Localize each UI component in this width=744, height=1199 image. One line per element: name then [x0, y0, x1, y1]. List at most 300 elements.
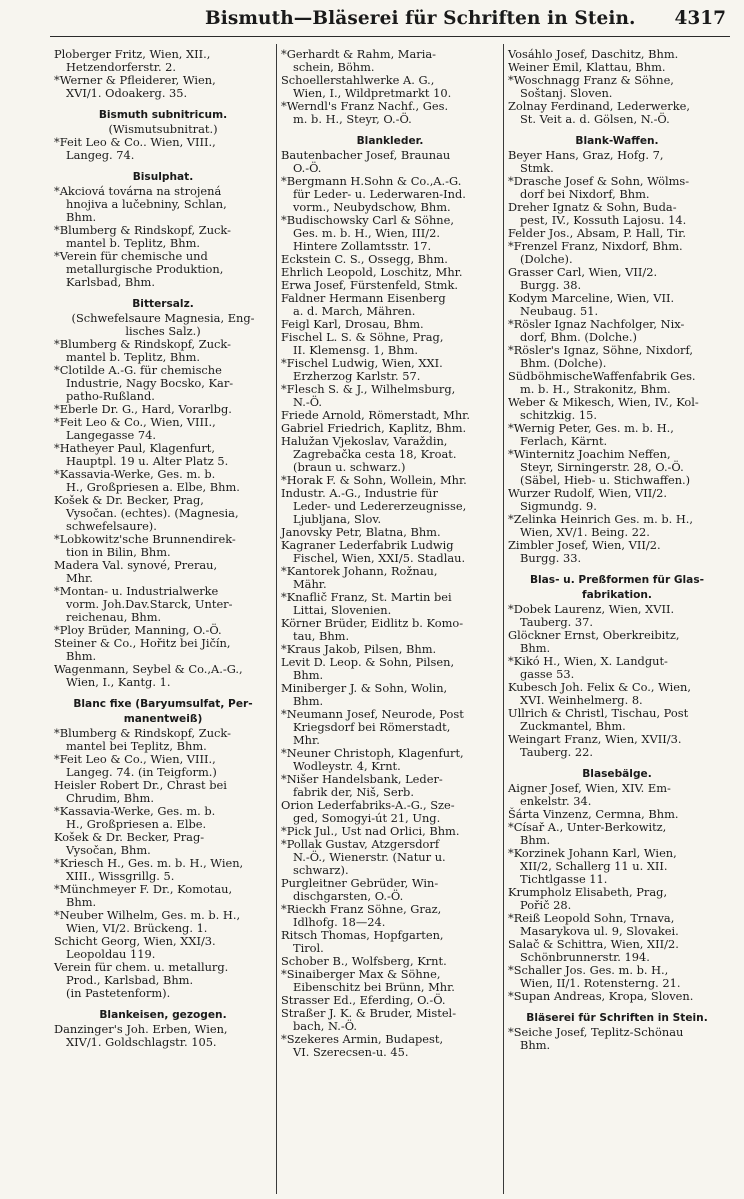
- directory-entry: [508, 201, 726, 227]
- directory-entry: [508, 240, 726, 266]
- entry-line: Mähr.: [293, 577, 327, 591]
- entry-line: N.-Ö.: [293, 395, 322, 409]
- directory-entry: [54, 136, 272, 162]
- entry-line: *Frenzel Franz, Nixdorf, Bhm.: [508, 239, 683, 253]
- entry-line: Karlsbad, Bhm.: [66, 275, 155, 289]
- entry-line: Wien, VI/2. Brückeng. 1.: [66, 921, 208, 935]
- entry-line: hnojiva a lučebniny, Schlan,: [66, 197, 227, 211]
- directory-entry: [281, 877, 499, 903]
- entry-line: patho-Rußland.: [66, 389, 155, 403]
- directory-entry: [508, 821, 726, 847]
- directory-entry: [508, 733, 726, 759]
- entry-line: Hintere Zollamtsstr. 17.: [293, 239, 432, 253]
- entry-line: Ritsch Thomas, Hopfgarten,: [281, 928, 444, 942]
- entry-line: *Verein für chemische und: [54, 249, 208, 263]
- entry-line: *Flesch S. & J., Wilhelmsburg,: [281, 382, 456, 396]
- entry-line: XIII., Wissgrillg. 5.: [66, 869, 175, 883]
- directory-entry: [54, 805, 272, 831]
- entry-line: *Knaflič Franz, St. Martin bei: [281, 590, 452, 604]
- entry-line: Šárta Vinzenz, Cermna, Bhm.: [508, 807, 679, 821]
- entry-line: Tichtlgasse 11.: [520, 872, 608, 886]
- entry-line: Chrudim, Bhm.: [66, 791, 154, 805]
- directory-entry: [508, 681, 726, 707]
- entry-line: *Kantorek Johann, Rožnau,: [281, 564, 438, 578]
- entry-line: VI. Szerecsen-u. 45.: [293, 1045, 409, 1059]
- directory-entry: [508, 100, 726, 126]
- entry-line: Wodleystr. 4, Krnt.: [293, 759, 401, 773]
- entry-line: *Woschnagg Franz & Söhne,: [508, 73, 674, 87]
- entry-line: Körner Brüder, Eidlitz b. Komo-: [281, 616, 464, 630]
- directory-entry: [281, 617, 499, 643]
- entry-line: ged, Somogyi-út 21, Ung.: [293, 811, 441, 825]
- entry-line: *Pollak Gustav, Atzgersdorf: [281, 837, 440, 851]
- entry-line: Bautenbacher Josef, Braunau: [281, 148, 451, 162]
- directory-entry: [508, 938, 726, 964]
- entry-line: Zimbler Josef, Wien, VII/2.: [508, 538, 661, 552]
- entry-line: Industr. A.-G., Industrie für: [281, 486, 438, 500]
- entry-line: *Neuner Christoph, Klagenfurt,: [281, 746, 464, 760]
- entry-line: Weiner Emil, Klattau, Bhm.: [508, 60, 666, 74]
- entry-line: mantel b. Teplitz, Bhm.: [66, 350, 201, 364]
- entry-line: Grasser Carl, Wien, VII/2.: [508, 265, 658, 279]
- entry-line: *Budischowsky Carl & Söhne,: [281, 213, 454, 227]
- directory-entry: [281, 435, 499, 474]
- entry-line: *Winternitz Joachim Neffen,: [508, 447, 671, 461]
- column-3: [503, 44, 730, 1194]
- directory-entry: [54, 533, 272, 559]
- entry-line: *Císař A., Unter-Berkowitz,: [508, 820, 667, 834]
- directory-entry: [54, 48, 272, 74]
- directory-entry: [281, 565, 499, 591]
- directory-entry: [54, 364, 272, 403]
- entry-line: m. b. H., Strakonitz, Bhm.: [520, 382, 671, 396]
- entry-line: Kagraner Lederfabrik Ludwig: [281, 538, 454, 552]
- entry-line: vorm. Joh.Dav.Starck, Unter-: [66, 597, 233, 611]
- entry-line: *Zelinka Heinrich Ges. m. b. H.,: [508, 512, 694, 526]
- entry-line: *Blumberg & Rindskopf, Zuck-: [54, 726, 231, 740]
- directory-entry: [281, 357, 499, 383]
- directory-entry: [54, 468, 272, 494]
- section-heading: [508, 767, 726, 781]
- directory-entry: [508, 266, 726, 292]
- directory-entry: [508, 318, 726, 344]
- directory-entry: [281, 100, 499, 126]
- column-1: [50, 44, 276, 1194]
- entry-line: Kubesch Joh. Felix & Co., Wien,: [508, 680, 692, 694]
- entry-line: Halužan Vjekoslav, Varaždin,: [281, 434, 448, 448]
- entry-line: Dreher Ignatz & Sohn, Buda-: [508, 200, 677, 214]
- entry-line: Levit D. Leop. & Sohn, Pilsen,: [281, 655, 455, 669]
- entry-line: tau, Bhm.: [293, 629, 350, 643]
- entry-line: enkelstr. 34.: [520, 794, 592, 808]
- directory-entry: [281, 1033, 499, 1059]
- directory-entry: [508, 990, 726, 1003]
- entry-line: XVI/1. Odoakerg. 35.: [66, 86, 188, 100]
- entry-line: XII/2, Schallerg 11 u. XII.: [520, 859, 668, 873]
- entry-line: Verein für chem. u. metallurg.: [54, 960, 229, 974]
- directory-entry: [54, 831, 272, 857]
- entry-line: Kriegsdorf bei Römerstadt,: [293, 720, 451, 734]
- entry-line: *Supan Andreas, Kropa, Sloven.: [508, 989, 694, 1003]
- entry-line: Salač & Schittra, Wien, XII/2.: [508, 937, 679, 951]
- section-heading: [54, 297, 272, 311]
- entry-line: schwarz).: [293, 863, 349, 877]
- entry-line: II. Klemensg. 1, Bhm.: [293, 343, 419, 357]
- directory-entry: [508, 629, 726, 655]
- entry-line: Bhm.: [66, 649, 97, 663]
- heading-line: Bismuth subnitricum.: [98, 109, 228, 121]
- entry-line: *Seiche Josef, Teplitz-Schönau: [508, 1025, 684, 1039]
- directory-entry: [281, 331, 499, 357]
- directory-entry: [508, 1026, 726, 1052]
- entry-line: Ges. m. b. H., Wien, III/2.: [293, 226, 440, 240]
- entry-line: Schoellerstahlwerke A. G.,: [281, 73, 435, 87]
- entry-line: Schönbrunnerstr. 194.: [520, 950, 650, 964]
- directory-entry: [54, 883, 272, 909]
- entry-line: Madera Val. synové, Prerau,: [54, 558, 218, 572]
- entry-line: Leopoldau 119.: [66, 947, 156, 961]
- entry-line: *Dobek Laurenz, Wien, XVII.: [508, 602, 675, 616]
- heading-line: Blankleder.: [356, 135, 424, 147]
- entry-line: Kodym Marceline, Wien, VII.: [508, 291, 675, 305]
- entry-line: *Neumann Josef, Neurode, Post: [281, 707, 464, 721]
- entry-line: m. b. H., Steyr, O.-Ö.: [293, 112, 412, 126]
- entry-line: Eckstein C. S., Ossegg, Bhm.: [281, 252, 448, 266]
- heading-line: Blankeisen, gezogen.: [99, 1009, 227, 1021]
- entry-line: Hetzendorferstr. 2.: [66, 60, 177, 74]
- directory-entry: [281, 708, 499, 747]
- entry-line: Ullrich & Christl, Tischau, Post: [508, 706, 689, 720]
- entry-line: Neubaug. 51.: [520, 304, 599, 318]
- directory-entry: [508, 292, 726, 318]
- entry-line: Littai, Slovenien.: [293, 603, 392, 617]
- entry-line: Sigmundg. 9.: [520, 499, 597, 513]
- entry-line: Langeg. 74. (in Teigform.): [66, 765, 217, 779]
- directory-entry: [54, 338, 272, 364]
- heading-line: Blas- u. Preßformen für Glas-: [529, 574, 705, 586]
- directory-entry: [508, 370, 726, 396]
- directory-entry: [281, 175, 499, 214]
- note-line: (Schwefelsaure Magnesia, Eng-: [71, 311, 255, 325]
- entry-line: Wien, XV/1. Being. 22.: [520, 525, 650, 539]
- entry-line: *Feit Leo & Co., Wien, VIII.,: [54, 752, 216, 766]
- entry-line: Faldner Hermann Eisenberg: [281, 291, 446, 305]
- entry-line: Bhm. (Dolche).: [520, 356, 607, 370]
- heading-line: manentweiß): [123, 713, 203, 725]
- section-heading: [508, 1011, 726, 1025]
- entry-line: *Blumberg & Rindskopf, Zuck-: [54, 223, 231, 237]
- entry-line: Hauptpl. 19 u. Alter Platz 5.: [66, 454, 229, 468]
- entry-line: Prod., Karlsbad, Bhm.: [66, 973, 194, 987]
- entry-line: Langeg. 74.: [66, 148, 135, 162]
- entry-line: Krumpholz Elisabeth, Prag,: [508, 885, 668, 899]
- directory-entry: [508, 344, 726, 370]
- directory-entry: [281, 656, 499, 682]
- directory-entry: [508, 74, 726, 100]
- directory-entry: [281, 838, 499, 877]
- heading-line: Bittersalz.: [132, 298, 194, 310]
- entry-line: Vosáhlo Josef, Daschitz, Bhm.: [508, 47, 679, 61]
- entry-line: mantel b. Teplitz, Bhm.: [66, 236, 201, 250]
- entry-line: Purgleitner Gebrüder, Win-: [281, 876, 439, 890]
- entry-line: H., Großpriesen a. Elbe.: [66, 817, 207, 831]
- entry-line: *Fischel Ludwig, Wien, XXI.: [281, 356, 443, 370]
- directory-entry: [281, 74, 499, 100]
- entry-line: *Eberle Dr. G., Hard, Vorarlbg.: [54, 402, 232, 416]
- entry-line: N.-Ö., Wienerstr. (Natur u.: [293, 850, 446, 864]
- entry-line: Wien, I., Wildpretmarkt 10.: [293, 86, 452, 100]
- entry-line: Stmk.: [520, 161, 554, 175]
- heading-line: Blank-Waffen.: [575, 135, 659, 147]
- entry-line: Idlhofg. 18—24.: [293, 915, 386, 929]
- entry-line: Miniberger J. & Sohn, Wolin,: [281, 681, 448, 695]
- page-header: [50, 0, 730, 44]
- directory-entry: [54, 779, 272, 805]
- entry-line: Soštanj. Sloven.: [520, 86, 613, 100]
- entry-line: *Feit Leo & Co., Wien, VIII.,: [54, 415, 216, 429]
- entry-line: Ploberger Fritz, Wien, XII.,: [54, 47, 211, 61]
- entry-line: Orion Lederfabriks-A.-G., Sze-: [281, 798, 455, 812]
- entry-line: *Blumberg & Rindskopf, Zuck-: [54, 337, 231, 351]
- entry-line: Steyr, Sirningerstr. 28, O.-Ö.: [520, 460, 684, 474]
- entry-line: *Münchmeyer F. Dr., Komotau,: [54, 882, 233, 896]
- entry-line: *Rösler Ignaz Nachfolger, Nix-: [508, 317, 685, 331]
- directory-entry: [281, 48, 499, 74]
- entry-line: Tirol.: [293, 941, 324, 955]
- entry-line: (Säbel, Hieb- u. Stichwaffen.): [520, 473, 691, 487]
- entry-line: Fischel L. S. & Söhne, Prag,: [281, 330, 444, 344]
- directory-entry: [508, 448, 726, 487]
- entry-line: *Reiß Leopold Sohn, Trnava,: [508, 911, 675, 925]
- directory-entry: [54, 909, 272, 935]
- section-heading: [508, 134, 726, 148]
- entry-line: Mhr.: [66, 571, 93, 585]
- entry-line: *Gerhardt & Rahm, Maria-: [281, 47, 436, 61]
- entry-line: pest, IV., Kossuth Lajosu. 14.: [520, 213, 687, 227]
- entry-line: *Clotilde A.-G. für chemische: [54, 363, 222, 377]
- entry-line: mantel bei Teplitz, Bhm.: [66, 739, 207, 753]
- entry-line: Burgg. 33.: [520, 551, 582, 565]
- directory-entry: [54, 416, 272, 442]
- section-heading: [54, 108, 272, 122]
- directory-entry: [281, 682, 499, 708]
- directory-entry: [54, 442, 272, 468]
- entry-line: Weber & Mikesch, Wien, IV., Kol-: [508, 395, 699, 409]
- entry-line: Bhm.: [293, 668, 324, 682]
- directory-entry: [54, 559, 272, 585]
- directory-entry: [54, 74, 272, 100]
- running-title: Bismuth—Bläserei für Schriften in Stein.: [205, 8, 636, 29]
- directory-entry: [508, 422, 726, 448]
- header-rule: [50, 36, 730, 37]
- entry-line: (Dolche).: [520, 252, 573, 266]
- entry-line: Beyer Hans, Graz, Hofg. 7,: [508, 148, 664, 162]
- entry-line: Bhm.: [293, 694, 324, 708]
- entry-line: *Sinaiberger Max & Söhne,: [281, 967, 441, 981]
- entry-line: (braun u. schwarz.): [293, 460, 406, 474]
- entry-line: dischgarsten, O.-Ö.: [293, 889, 404, 903]
- entry-line: Danzinger's Joh. Erben, Wien,: [54, 1022, 228, 1036]
- entry-line: Košek & Dr. Becker, Prag-: [54, 830, 205, 844]
- directory-entry: [54, 250, 272, 289]
- section-heading: [281, 134, 499, 148]
- directory-entry: [281, 747, 499, 773]
- entry-line: *Horak F. & Sohn, Wollein, Mhr.: [281, 473, 467, 487]
- entry-line: Schicht Georg, Wien, XXI/3.: [54, 934, 216, 948]
- entry-line: Ferlach, Kärnt.: [520, 434, 608, 448]
- directory-entry: [281, 1007, 499, 1033]
- entry-line: fabrik der, Niš, Serb.: [293, 785, 414, 799]
- entry-line: Bhm.: [520, 1038, 551, 1052]
- directory-entry: [508, 912, 726, 938]
- directory-entry: [281, 591, 499, 617]
- entry-line: Burgg. 38.: [520, 278, 582, 292]
- entry-line: Glöckner Ernst, Oberkreibitz,: [508, 628, 680, 642]
- directory-entry: [508, 847, 726, 886]
- entry-line: *Schaller Jos. Ges. m. b. H.,: [508, 963, 669, 977]
- entry-line: Pořič 28.: [520, 898, 572, 912]
- directory-entry: [508, 539, 726, 565]
- entry-line: Schober B., Wolfsberg, Krnt.: [281, 954, 447, 968]
- entry-line: Tauberg. 22.: [520, 745, 593, 759]
- columns: [50, 44, 730, 1194]
- directory-entry: [281, 539, 499, 565]
- directory-entry: [281, 149, 499, 175]
- entry-line: Zuckmantel, Bhm.: [520, 719, 626, 733]
- entry-line: Industrie, Nagy Bocsko, Kar-: [66, 376, 234, 390]
- directory-entry: [54, 585, 272, 624]
- directory-entry: [508, 603, 726, 629]
- entry-line: schein, Böhm.: [293, 60, 375, 74]
- entry-line: Erzherzog Karlstr. 57.: [293, 369, 421, 383]
- directory-entry: [54, 663, 272, 689]
- entry-line: *Neuber Wilhelm, Ges. m. b. H.,: [54, 908, 241, 922]
- entry-line: *Kriesch H., Ges. m. b. H., Wien,: [54, 856, 244, 870]
- entry-line: schwefelsaure).: [66, 519, 157, 533]
- directory-entry: [54, 857, 272, 883]
- entry-line: Mhr.: [293, 733, 320, 747]
- entry-line: *Akciová továrna na strojená: [54, 184, 222, 198]
- directory-entry: [281, 968, 499, 994]
- directory-entry: [54, 753, 272, 779]
- entry-line: (in Pastetenform).: [66, 986, 171, 1000]
- entry-line: St. Veit a. d. Gölsen, N.-Ö.: [520, 112, 670, 126]
- directory-entry: [508, 886, 726, 912]
- entry-line: für Leder- u. Lederwaren-Ind.: [293, 187, 466, 201]
- note-line: lisches Salz.): [125, 324, 201, 338]
- entry-line: *Ploy Brüder, Manning, O.-Ö.: [54, 623, 222, 637]
- entry-line: *Werndl's Franz Nachf., Ges.: [281, 99, 449, 113]
- entry-line: Straßer J. K. & Bruder, Mistel-: [281, 1006, 457, 1020]
- entry-line: *Lobkowitz'sche Brunnendirek-: [54, 532, 236, 546]
- entry-line: *Szekeres Armin, Budapest,: [281, 1032, 444, 1046]
- entry-line: Langegasse 74.: [66, 428, 156, 442]
- entry-line: Wien, I., Kantg. 1.: [66, 675, 171, 689]
- directory-entry: [508, 707, 726, 733]
- entry-line: Ljubljana, Slov.: [293, 512, 382, 526]
- entry-line: Wurzer Rudolf, Wien, VII/2.: [508, 486, 667, 500]
- directory-entry: [508, 396, 726, 422]
- entry-line: *Feit Leo & Co.. Wien, VIII.,: [54, 135, 216, 149]
- directory-entry: [281, 292, 499, 318]
- entry-line: Erwa Josef, Fürstenfeld, Stmk.: [281, 278, 459, 292]
- entry-line: Vysočan. (echtes). (Magnesia,: [66, 506, 239, 520]
- heading-line: Blasebälge.: [582, 768, 652, 780]
- entry-line: SüdböhmischeWaffenfabrik Ges.: [508, 369, 696, 383]
- entry-line: XIV/1. Goldschlagstr. 105.: [66, 1035, 217, 1049]
- entry-line: gasse 53.: [520, 667, 575, 681]
- directory-entry: [281, 773, 499, 799]
- directory-entry: [508, 487, 726, 513]
- entry-line: Ehrlich Leopold, Loschitz, Mhr.: [281, 265, 463, 279]
- entry-line: Leder- und Ledererzeugnisse,: [293, 499, 467, 513]
- directory-entry: [54, 224, 272, 250]
- entry-line: Zolnay Ferdinand, Lederwerke,: [508, 99, 690, 113]
- directory-entry: [508, 149, 726, 175]
- directory-entry: [54, 185, 272, 224]
- directory-entry: [54, 637, 272, 663]
- directory-entry: [508, 655, 726, 681]
- entry-line: Aigner Josef, Wien, XIV. Em-: [508, 781, 671, 795]
- directory-entry: [281, 214, 499, 253]
- column-2: [276, 44, 503, 1194]
- entry-line: bach, N.-Ö.: [293, 1019, 358, 1033]
- entry-line: O.-Ö.: [293, 161, 322, 175]
- entry-line: *Kikó H., Wien, X. Landgut-: [508, 654, 668, 668]
- directory-entry: [54, 935, 272, 961]
- heading-line: Blanc fixe (Baryumsulfat, Per-: [73, 698, 253, 710]
- entry-line: Masarykova ul. 9, Slovakei.: [520, 924, 679, 938]
- section-heading: [508, 573, 726, 602]
- directory-entry: [281, 487, 499, 526]
- entry-line: Bhm.: [520, 641, 551, 655]
- entry-line: Bhm.: [520, 833, 551, 847]
- entry-line: dorf bei Nixdorf, Bhm.: [520, 187, 650, 201]
- entry-line: Tauberg. 37.: [520, 615, 593, 629]
- directory-entry: [281, 903, 499, 929]
- entry-line: Steiner & Co., Hořitz bei Jičín,: [54, 636, 231, 650]
- heading-line: fabrikation.: [582, 589, 652, 601]
- entry-line: Zagrebačka cesta 18, Kroat.: [293, 447, 457, 461]
- entry-line: Bhm.: [66, 210, 97, 224]
- entry-line: Heisler Robert Dr., Chrast bei: [54, 778, 227, 792]
- entry-line: vorm., Neubydschow, Bhm.: [293, 200, 451, 214]
- heading-line: Bläserei für Schriften in Stein.: [526, 1012, 708, 1024]
- entry-line: Felder Jos., Absam, P. Hall, Tir.: [508, 226, 686, 240]
- directory-entry: [54, 1023, 272, 1049]
- entry-line: *Hatheyer Paul, Klagenfurt,: [54, 441, 215, 455]
- entry-line: Fischel, Wien, XXI/5. Stadlau.: [293, 551, 466, 565]
- entry-line: Feigl Karl, Drosau, Bhm.: [281, 317, 424, 331]
- entry-line: *Kassavia-Werke, Ges. m. b.: [54, 804, 216, 818]
- entry-line: *Drasche Josef & Sohn, Wölms-: [508, 174, 690, 188]
- directory-entry: [54, 494, 272, 533]
- directory-entry: [508, 175, 726, 201]
- entry-line: Wien, II/1. Rotensterng. 21.: [520, 976, 681, 990]
- directory-entry: [508, 964, 726, 990]
- section-heading: [54, 170, 272, 184]
- entry-line: Eibenschitz bei Brünn, Mhr.: [293, 980, 455, 994]
- entry-line: a. d. March, Mähren.: [293, 304, 416, 318]
- entry-line: tion in Bilin, Bhm.: [66, 545, 171, 559]
- entry-line: *Bergmann H.Sohn & Co.,A.-G.: [281, 174, 462, 188]
- entry-line: *Pick Jul., Ust nad Orlici, Bhm.: [281, 824, 460, 838]
- directory-entry: [54, 961, 272, 1000]
- entry-line: schitzkig. 15.: [520, 408, 597, 422]
- entry-line: metallurgische Produktion,: [66, 262, 224, 276]
- directory-entry: [54, 727, 272, 753]
- directory-entry: [508, 782, 726, 808]
